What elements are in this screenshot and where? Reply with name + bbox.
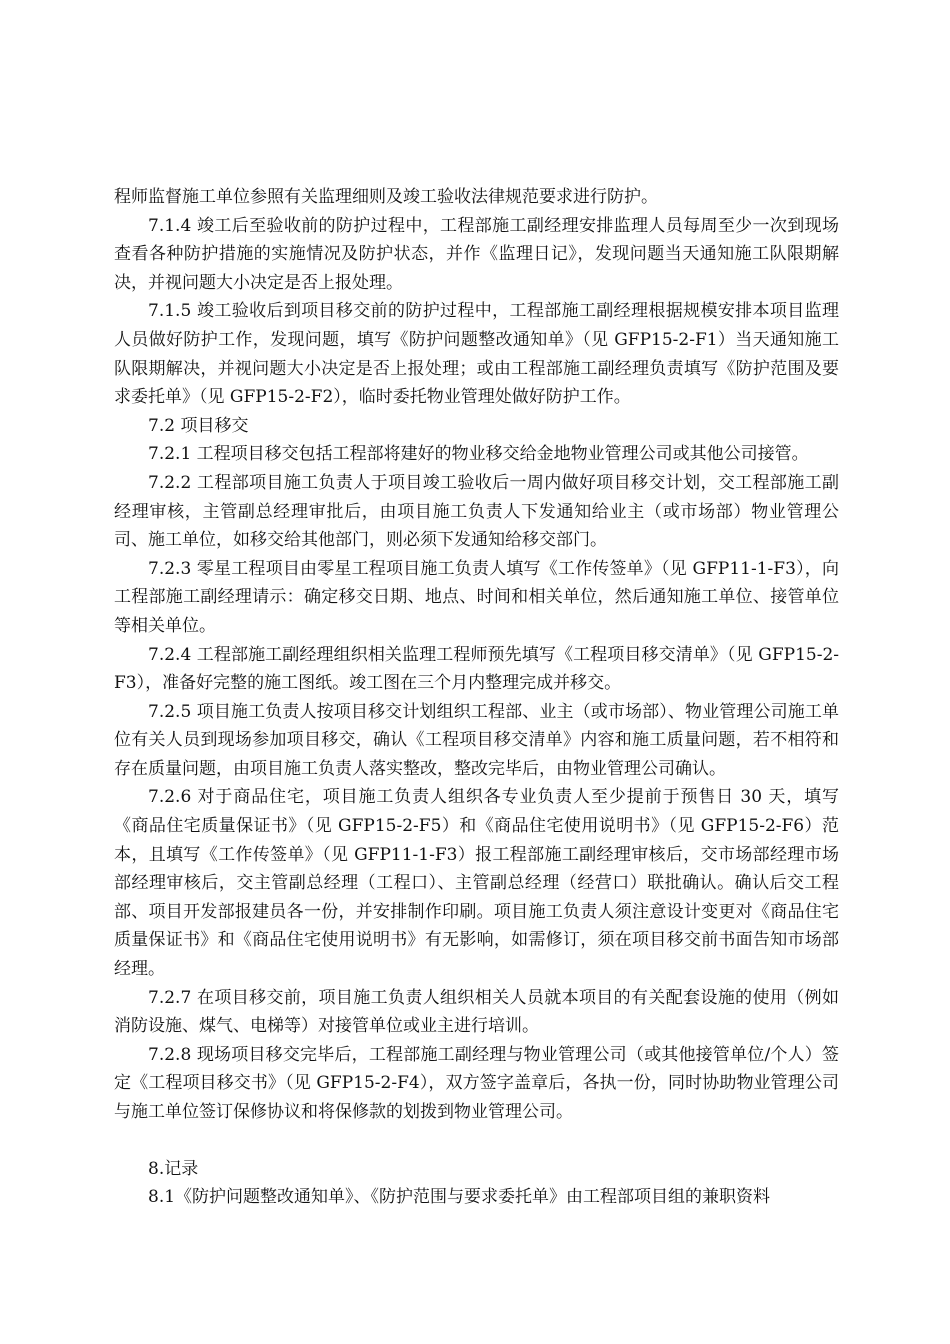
paragraph-7-1-5: 7.1.5 竣工验收后到项目移交前的防护过程中，工程部施工副经理根据规模安排本项目监理人员做好防护工作，发现问题，填写《防护问题整改通知单》（见 GFP15-2-F1）当天通知施工队限期解决，并视问题大小决定是否上报处理；或由工程部施工副经理负责填写《防护范围及要求委托单》（见 GFP15-2-F2），临时委托物业管理处做好防护工作。 <box>114 301 839 408</box>
paragraph-7-1-4: 7.1.4 竣工后至验收前的防护过程中，工程部施工副经理安排监理人员每周至少一次到现场查看各种防护措施的实施情况及防护状态，并作《监理日记》，发现问题当天通知施工队限期解决，并视问题大小决定是否上报处理。 <box>114 215 839 293</box>
paragraph-8-1: 8.1《防护问题整改通知单》、《防护范围与要求委托单》由工程部项目组的兼职资料 <box>148 1187 771 1208</box>
paragraph-7-2-2: 7.2.2 工程部项目施工负责人于项目竣工验收后一周内做好项目移交计划，交工程部施工副经理审核，主管副总经理审批后，由项目施工负责人下发通知给业主（或市场部）物业管理公司、施工单位，如移交给其他部门，则必须下发通知给移交部门。 <box>114 472 839 551</box>
section-heading-8: 8.记录 <box>148 1158 199 1179</box>
paragraph-7-2-1: 7.2.1 工程项目移交包括工程部将建好的物业移交给金地物业管理公司或其他公司接管。 <box>148 444 809 465</box>
paragraph-7-2-6: 7.2.6 对于商品住宅，项目施工负责人组织各专业负责人至少提前于预售日 30 天，填写《商品住宅质量保证书》（见 GFP15-2-F5）和《商品住宅使用说明书》（见 GFP15-2-F6）范本，且填写《工作传签单》（见 GFP11-1-F3）报工程部施工副经理审核后，交市场部经理市场部经理审核后，交主管副总经理（工程口）、主管副总经理（经营口）联批确认。确认后交工程部、项目开发部报建员各一份，并安排制作印刷。项目施工负责人须注意设计变更对《商品住宅质量保证书》和《商品住宅使用说明书》有无影响，如需修订，须在项目移交前书面告知市场部经理。 <box>114 787 839 980</box>
paragraph-7-2-7: 7.2.7 在项目移交前，项目施工负责人组织相关人员就本项目的有关配套设施的使用（例如消防设施、煤气、电梯等）对接管单位或业主进行培训。 <box>114 987 839 1037</box>
blank-line <box>114 1127 839 1155</box>
paragraph-7-2-4: 7.2.4 工程部施工副经理组织相关监理工程师预先填写《工程项目移交清单》（见 GFP15-2-F3），准备好完整的施工图纸。竣工图在三个月内整理完成并移交。 <box>114 644 839 694</box>
section-heading-7-2: 7.2 项目移交 <box>148 415 249 436</box>
paragraph-7-2-8: 7.2.8 现场项目移交完毕后，工程部施工副经理与物业管理公司（或其他接管单位/个人）签定《工程项目移交书》（见 GFP15-2-F4），双方签字盖章后，各执一份，同时协助物业管理公司与施工单位签订保修协议和将保修款的划拨到物业管理公司。 <box>114 1044 839 1122</box>
paragraph-7-2-5: 7.2.5 项目施工负责人按项目移交计划组织工程部、业主（或市场部）、物业管理公司施工单位有关人员到现场参加项目移交，确认《工程项目移交清单》内容和施工质量问题，若不相符和存在质量问题，由项目施工负责人落实整改，整改完毕后，由物业管理公司确认。 <box>114 701 839 779</box>
paragraph-continuation: 程师监督施工单位参照有关监理细则及竣工验收法律规范要求进行防护。 <box>114 187 658 207</box>
document-body <box>114 183 839 1212</box>
paragraph-7-2-3: 7.2.3 零星工程项目由零星工程项目施工负责人填写《工作传签单》（见 GFP11-1-F3），向工程部施工副经理请示：确定移交日期、地点、时间和相关单位，然后通知施工单位、接管单位等相关单位。 <box>114 558 839 636</box>
